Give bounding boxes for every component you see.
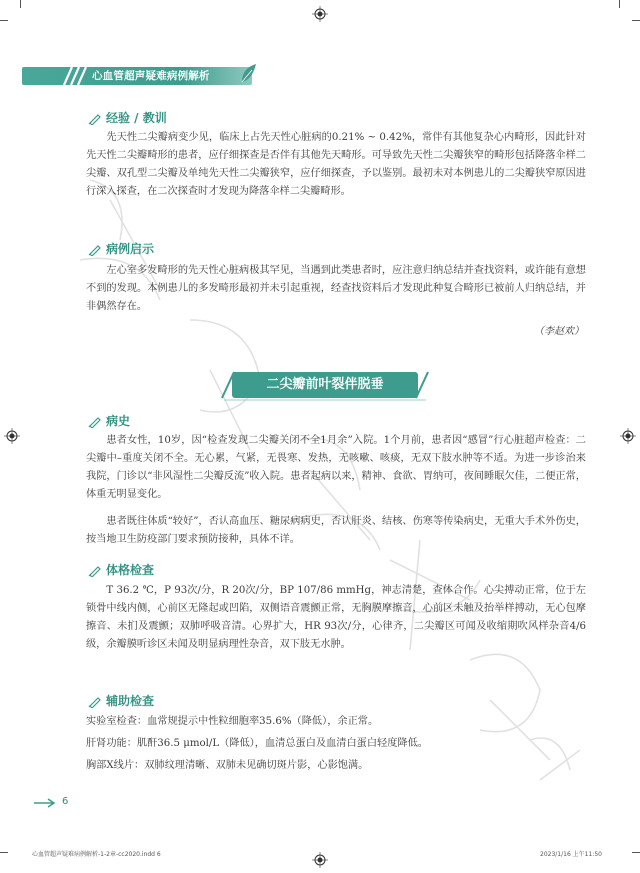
section-heading-auxiliary-exam (88, 692, 154, 709)
registration-mark-icon (312, 6, 328, 22)
paragraph: 患者女性，10岁，因“检查发现二尖瓣关闭不全1月余”入院。1个月前，患者因“感冒”行心脏超声检查：二尖瓣中–重度关闭不全。无心累，气紧，无畏寒、发热，无咳嗽、咳痰，无双下肢水肿等不适。为进一步诊治来我院，门诊以“非风湿性二尖瓣反流”收入院。患者起病以来，精神、食欲、胃纳可，夜间睡眠欠佳，二便正常，体重无明显变化。 (86, 435, 586, 500)
registration-mark-icon (620, 428, 636, 444)
paragraph: 肝肾功能：肌酐36.5 μmol/L（降低），血清总蛋白及血清白蛋白轻度降低。 (86, 738, 428, 749)
section-heading-insight (88, 240, 154, 257)
registration-mark-icon (312, 852, 328, 868)
crop-mark (0, 852, 8, 853)
paragraph: 左心室多发畸形的先天性心脏病极其罕见，当遇到此类患者时，应注意归纳总结并查找资料，或许能有意想不到的发现。本例患儿的多发畸形最初并未引起重视，经查找资料后才发现此种复合畸形已被前人归纳总结，并非偶然存在。 (86, 265, 586, 312)
pen-icon (88, 694, 102, 708)
print-slug-right: 2023/1/16 上午11:50 (540, 851, 602, 858)
paragraph: 胸部X线片：双肺纹理清晰、双肺未见确切斑片影，心影饱满。 (86, 760, 369, 771)
paragraph: 患者既往体质“较好”，否认高血压、糖尿病病史，否认肝炎、结核、伤寒等传染病史，无重大手术外伤史，按当地卫生防疫部门要求预防接种，具体不详。 (86, 516, 586, 545)
running-header-title: 心血管超声疑难病例解析 (92, 70, 210, 82)
section-heading-label: 辅助检查 (106, 694, 155, 708)
paragraph: T 36.2 ℃，P 93次/分，R 20次/分，BP 107/86 mmHg，神志清楚，查体合作。心尖搏动正常，位于左锁骨中线内侧，心前区无隆起或凹陷，双侧语音震颤正常，无胸膜摩擦音，心前区未触及抬举样搏动，无心包摩擦音、未扪及震颤；双肺呼吸音清。心界扩大，HR 93次/分，心律齐，二尖瓣区可闻及收缩期吹风样杂音4/6级，余瓣膜听诊区未闻及明显病理性杂音，双下肢无水肿。 (86, 585, 586, 650)
case-title: 二尖瓣前叶裂伴脱垂 (266, 377, 384, 392)
pen-icon (88, 414, 102, 428)
section-heading-label: 经验 / 教训 (106, 111, 167, 125)
crop-mark (20, 0, 21, 8)
section-heading-lessons (88, 109, 167, 126)
author-credit: （李赵欢） (534, 326, 584, 337)
crop-mark (619, 0, 620, 8)
section-heading-physical-exam (88, 561, 154, 578)
section-heading-label: 病史 (106, 414, 131, 428)
paragraph: 实验室检查：血常规提示中性粒细胞率35.6%（降低），余正常。 (86, 716, 379, 727)
paragraph: 先天性二尖瓣病变少见，临床上占先天性心脏病的0.21% ~ 0.42%，常伴有其他复杂心内畸形，因此针对先天性二尖瓣畸形的患者，应仔细探查是否伴有其他先天畸形。可导致先天性二尖瓣狭窄的畸形包括降落伞样二尖瓣、双孔型二尖瓣及单纯先天性二尖瓣狭窄，应仔细探查，予以鉴别。最初未对本例患儿的二尖瓣狭窄原因进行深入探查，在二次探查时才发现为降落伞样二尖瓣畸形。 (86, 132, 586, 197)
page-arrow-decoration (34, 798, 60, 808)
section-heading-label: 体格检查 (106, 563, 155, 577)
print-slug-left: 心血管超声疑难病例解析-1-2章-cc2020.indd 6 (32, 851, 161, 858)
section-heading-history (88, 412, 130, 429)
registration-mark-icon (4, 428, 20, 444)
header-stripes-decoration (60, 67, 90, 85)
crop-mark (632, 852, 640, 853)
pen-icon (88, 242, 102, 256)
crop-mark (632, 20, 640, 21)
section-heading-label: 病例启示 (106, 242, 155, 256)
pen-icon (88, 563, 102, 577)
page-number: 6 (62, 796, 69, 807)
crop-mark (0, 20, 8, 21)
leaf-icon (238, 62, 258, 86)
pen-icon (88, 111, 102, 125)
